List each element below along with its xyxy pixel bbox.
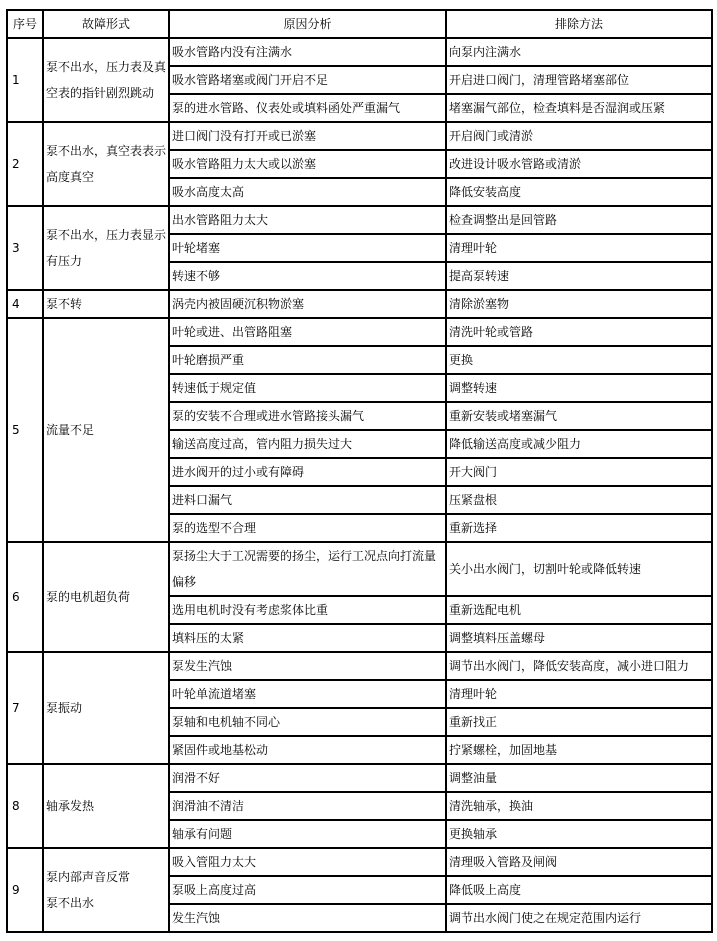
cause-cell: 泵轴和电机轴不同心 [169, 708, 446, 736]
table-header [7, 10, 712, 38]
fix-cell: 清理叶轮 [446, 234, 712, 262]
col-header-cause: 原因分析 [169, 10, 446, 38]
fault-type: 泵的电机超负荷 [43, 542, 169, 652]
row-number: 1 [7, 38, 43, 122]
cause-cell: 泵扬尘大于工况需要的扬尘，运行工况点向打流量偏移 [169, 542, 446, 596]
table-body [7, 38, 712, 932]
cause-cell: 涡壳内被固硬沉积物淤塞 [169, 290, 446, 318]
fix-cell: 降低吸上高度 [446, 876, 712, 904]
table-row [7, 542, 712, 596]
row-number: 8 [7, 764, 43, 848]
cause-cell: 进水阀开的过小或有障碍 [169, 458, 446, 486]
fix-cell: 关小出水阀门，切割叶轮或降低转速 [446, 542, 712, 596]
table-row [7, 764, 712, 792]
fault-type: 流量不足 [43, 318, 169, 542]
cause-cell: 填料压的太紧 [169, 624, 446, 652]
cause-cell: 泵的选型不合理 [169, 514, 446, 542]
fix-cell: 降低输送高度或减少阻力 [446, 430, 712, 458]
cause-cell: 选用电机时没有考虑浆体比重 [169, 596, 446, 624]
table-row [7, 318, 712, 346]
cause-cell: 输送高度过高，管内阻力损失过大 [169, 430, 446, 458]
cause-cell: 叶轮单流道堵塞 [169, 680, 446, 708]
cause-cell: 转速低于规定值 [169, 374, 446, 402]
col-header-no: 序号 [7, 10, 43, 38]
fix-cell: 更换轴承 [446, 820, 712, 848]
fix-cell: 开启进口阀门，清理管路堵塞部位 [446, 66, 712, 94]
cause-cell: 泵发生汽蚀 [169, 652, 446, 680]
fix-cell: 调节出水阀门，降低安装高度，减小进口阻力 [446, 652, 712, 680]
fault-type: 泵不转 [43, 290, 169, 318]
fix-cell: 重新选配电机 [446, 596, 712, 624]
cause-cell: 进口阀门没有打开或已淤塞 [169, 122, 446, 150]
cause-cell: 润滑不好 [169, 764, 446, 792]
fix-cell: 拧紧螺栓，加固地基 [446, 736, 712, 764]
cause-cell: 转速不够 [169, 262, 446, 290]
fix-cell: 提高泵转速 [446, 262, 712, 290]
fault-type: 泵不出水，压力表及真空表的指针剧烈跳动 [43, 38, 169, 122]
row-number: 6 [7, 542, 43, 652]
row-number: 7 [7, 652, 43, 764]
pump-fault-table [6, 9, 713, 933]
cause-cell: 泵的进水管路、仪表处或填料函处严重漏气 [169, 94, 446, 122]
table-row [7, 290, 712, 318]
fix-cell: 清除淤塞物 [446, 290, 712, 318]
cause-cell: 叶轮磨损严重 [169, 346, 446, 374]
row-number: 3 [7, 206, 43, 290]
fix-cell: 清理吸入管路及闸阀 [446, 848, 712, 876]
row-number: 5 [7, 318, 43, 542]
table-row [7, 38, 712, 66]
header-row [7, 10, 712, 38]
fix-cell: 重新安装或堵塞漏气 [446, 402, 712, 430]
fault-type: 泵不出水，压力表显示有压力 [43, 206, 169, 290]
fix-cell: 降低安装高度 [446, 178, 712, 206]
fix-cell: 调整转速 [446, 374, 712, 402]
cause-cell: 吸水管路堵塞或阀门开启不足 [169, 66, 446, 94]
cause-cell: 紧固件或地基松动 [169, 736, 446, 764]
cause-cell: 泵吸上高度过高 [169, 876, 446, 904]
fix-cell: 开大阀门 [446, 458, 712, 486]
cause-cell: 出水管路阻力太大 [169, 206, 446, 234]
fix-cell: 开启阀门或清淤 [446, 122, 712, 150]
fix-cell: 检查调整出是回管路 [446, 206, 712, 234]
table-row [7, 122, 712, 150]
table-row [7, 848, 712, 876]
fault-type: 泵振动 [43, 652, 169, 764]
fault-type: 泵不出水，真空表表示高度真空 [43, 122, 169, 206]
fault-type: 泵内部声音反常 泵不出水 [43, 848, 169, 932]
fix-cell: 调节出水阀门使之在规定范围内运行 [446, 904, 712, 932]
cause-cell: 吸入管阻力太大 [169, 848, 446, 876]
fix-cell: 向泵内注满水 [446, 38, 712, 66]
fix-cell: 清洗轴承，换油 [446, 792, 712, 820]
cause-cell: 吸水管路阻力太大或以淤塞 [169, 150, 446, 178]
fix-cell: 调整填料压盖螺母 [446, 624, 712, 652]
fix-cell: 重新选择 [446, 514, 712, 542]
fix-cell: 清洗叶轮或管路 [446, 318, 712, 346]
row-number: 9 [7, 848, 43, 932]
col-header-fault: 故障形式 [43, 10, 169, 38]
row-number: 2 [7, 122, 43, 206]
table-row [7, 206, 712, 234]
cause-cell: 进料口漏气 [169, 486, 446, 514]
cause-cell: 润滑油不清洁 [169, 792, 446, 820]
fix-cell: 压紧盘根 [446, 486, 712, 514]
row-number: 4 [7, 290, 43, 318]
fix-cell: 调整油量 [446, 764, 712, 792]
cause-cell: 泵的安装不合理或进水管路接头漏气 [169, 402, 446, 430]
fix-cell: 更换 [446, 346, 712, 374]
fix-cell: 重新找正 [446, 708, 712, 736]
cause-cell: 吸水高度太高 [169, 178, 446, 206]
fix-cell: 堵塞漏气部位，检查填料是否湿润或压紧 [446, 94, 712, 122]
cause-cell: 吸水管路内没有注满水 [169, 38, 446, 66]
cause-cell: 叶轮或进、出管路阻塞 [169, 318, 446, 346]
cause-cell: 轴承有问题 [169, 820, 446, 848]
fault-type: 轴承发热 [43, 764, 169, 848]
fix-cell: 改进设计吸水管路或清淤 [446, 150, 712, 178]
col-header-fix: 排除方法 [446, 10, 712, 38]
table-row [7, 652, 712, 680]
cause-cell: 发生汽蚀 [169, 904, 446, 932]
fix-cell: 清理叶轮 [446, 680, 712, 708]
cause-cell: 叶轮堵塞 [169, 234, 446, 262]
